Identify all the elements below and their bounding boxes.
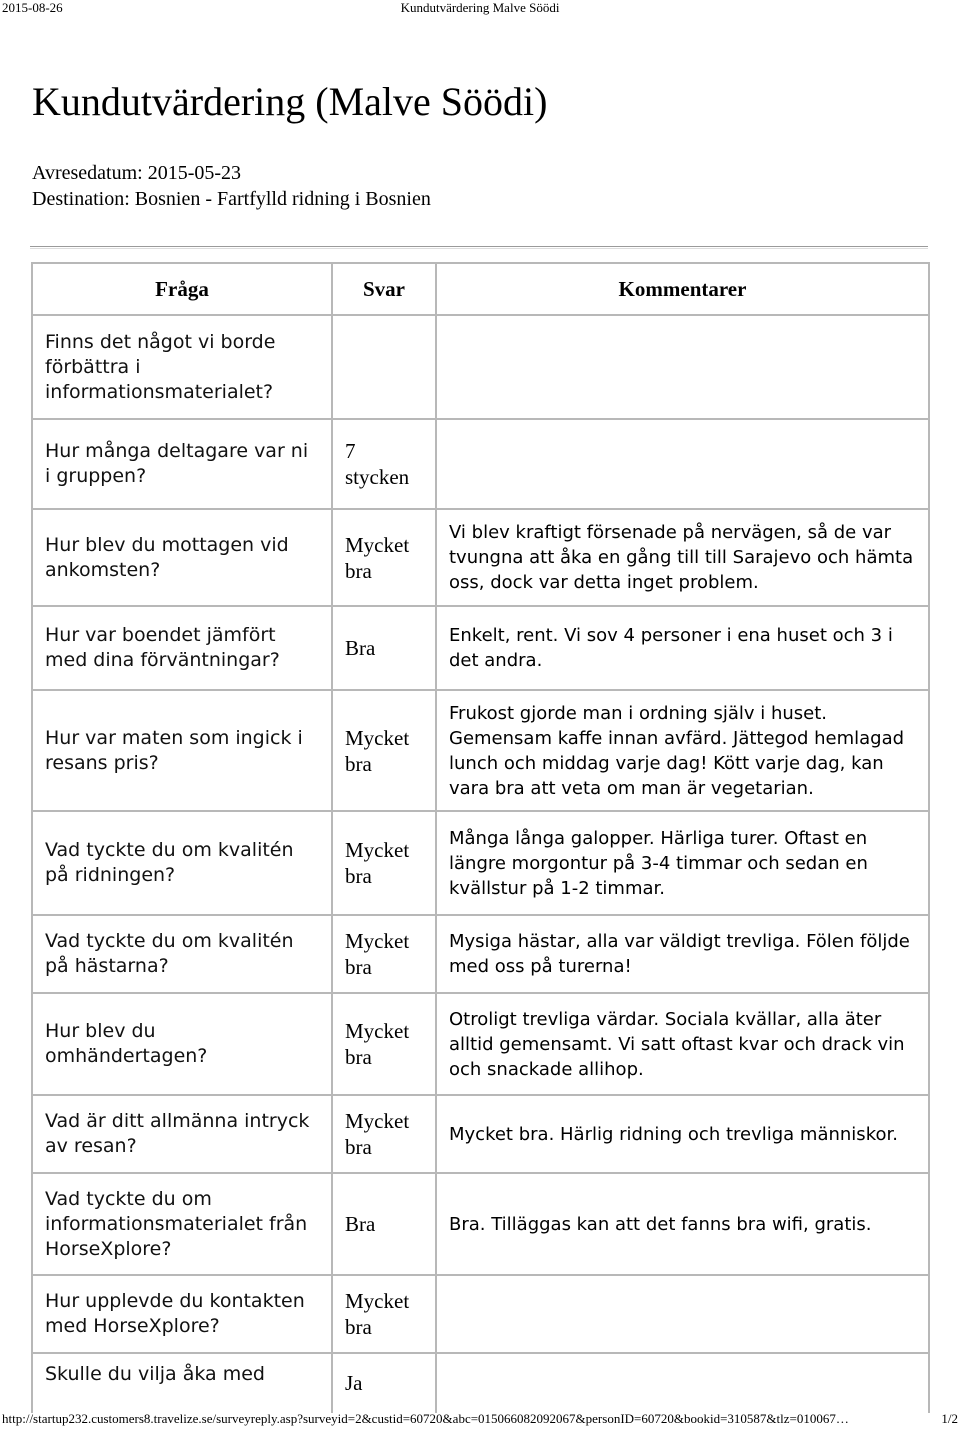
answer-cell: Bra <box>332 606 436 690</box>
table-row <box>32 915 929 993</box>
comment-cell: Enkelt, rent. Vi sov 4 personer i ena huset och 3 i det andra. <box>436 606 929 690</box>
answer-cell: Mycket bra <box>332 811 436 915</box>
answer-cell: Mycket bra <box>332 509 436 606</box>
question-cell: Vad tyckte du om kvalitén på ridningen? <box>32 811 332 915</box>
comment-cell: Många långa galopper. Härliga turer. Oftast en längre morgontur på 3-4 timmar och sedan en kvällstur på 1-2 timmar. <box>436 811 929 915</box>
column-header-question: Fråga <box>32 263 332 315</box>
divider <box>30 246 928 249</box>
table-row <box>32 509 929 606</box>
comment-cell: Otroligt trevliga värdar. Sociala kvällar, alla äter alltid gemensamt. Vi satt oftast kvar och drack vin och snackade allihop. <box>436 993 929 1095</box>
question-cell: Hur var boendet jämfört med dina förväntningar? <box>32 606 332 690</box>
survey-table <box>31 262 930 1413</box>
column-header-comments: Kommentarer <box>436 263 929 315</box>
question-cell: Vad tyckte du om informationsmaterialet från HorseXplore? <box>32 1173 332 1275</box>
print-title: Kundutvärdering Malve Söödi <box>400 0 560 15</box>
answer-cell: Mycket bra <box>332 690 436 811</box>
comment-cell: Frukost gjorde man i ordning själv i huset. Gemensam kaffe innan avfärd. Jättegod hemlagad lunch och middag varje dag! Kött varje dag, kan vara bra att veta om man är vegetarian. <box>436 690 929 811</box>
question-cell: Hur många deltagare var ni i gruppen? <box>32 419 332 509</box>
table-header-row <box>32 263 929 315</box>
comment-cell: Mysiga hästar, alla var väldigt trevliga. Fölen följde med oss på turerna! <box>436 915 929 993</box>
answer-cell: Mycket bra <box>332 915 436 993</box>
comment-cell: Bra. Tilläggas kan att det fanns bra wifi, gratis. <box>436 1173 929 1275</box>
question-cell: Vad är ditt allmänna intryck av resan? <box>32 1095 332 1173</box>
travel-date: Avresedatum: 2015-05-23 <box>32 162 242 184</box>
answer-cell: Ja <box>332 1353 436 1413</box>
print-header <box>0 0 960 16</box>
question-cell: Hur blev du omhändertagen? <box>32 993 332 1095</box>
page-title: Kundutvärdering (Malve Söödi) <box>32 79 548 124</box>
print-footer <box>0 1410 960 1430</box>
table-row <box>32 1353 929 1413</box>
comment-cell: Vi blev kraftigt försenade på nervägen, så de var tvungna att åka en gång till till Sarajevo och hämta oss, dock var detta inget problem. <box>436 509 929 606</box>
comment-cell: Mycket bra. Härlig ridning och trevliga människor. <box>436 1095 929 1173</box>
answer-cell: Bra <box>332 1173 436 1275</box>
answer-cell <box>332 315 436 419</box>
question-cell: Skulle du vilja åka med <box>32 1353 332 1413</box>
trip-info <box>32 160 431 212</box>
comment-cell <box>436 1353 929 1413</box>
comment-cell <box>436 1275 929 1353</box>
answer-cell: Mycket bra <box>332 1275 436 1353</box>
answer-cell: Mycket bra <box>332 1095 436 1173</box>
table-row <box>32 1275 929 1353</box>
page-number: 1/2 <box>941 1411 958 1426</box>
column-header-answer: Svar <box>332 263 436 315</box>
question-cell: Hur upplevde du kontakten med HorseXplore? <box>32 1275 332 1353</box>
answer-cell: 7 stycken <box>332 419 436 509</box>
comment-cell <box>436 419 929 509</box>
table-row <box>32 811 929 915</box>
page-url: http://startup232.customers8.travelize.se/surveyreply.asp?surveyid=2&custid=60720&abc=015066082092067&personID=60720&bookid=310587&tlz=010067… <box>2 1411 849 1426</box>
table-row <box>32 419 929 509</box>
table-row <box>32 606 929 690</box>
print-date: 2015-08-26 <box>2 0 63 15</box>
question-cell: Hur blev du mottagen vid ankomsten? <box>32 509 332 606</box>
table-row <box>32 993 929 1095</box>
question-cell: Vad tyckte du om kvalitén på hästarna? <box>32 915 332 993</box>
answer-cell: Mycket bra <box>332 993 436 1095</box>
table-row <box>32 1173 929 1275</box>
destination: Destination: Bosnien - Fartfylld ridning i Bosnien <box>32 188 431 210</box>
table-row <box>32 315 929 419</box>
table-row <box>32 690 929 811</box>
question-cell: Hur var maten som ingick i resans pris? <box>32 690 332 811</box>
comment-cell <box>436 315 929 419</box>
table-row <box>32 1095 929 1173</box>
question-cell: Finns det något vi borde förbättra i informationsmaterialet? <box>32 315 332 419</box>
